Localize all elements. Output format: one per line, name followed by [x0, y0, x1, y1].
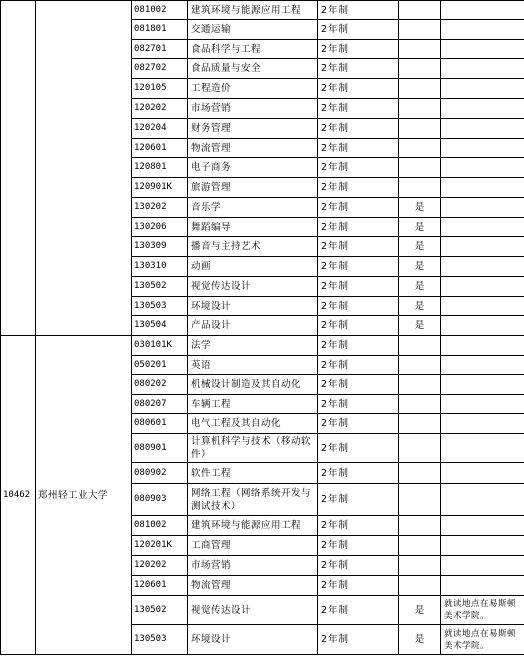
major-name-cell: 交通运输: [188, 20, 318, 40]
major-name-cell: 工商管理: [188, 536, 318, 556]
note-cell: [441, 20, 524, 40]
duration-cell: 2年制: [318, 316, 399, 336]
note-cell: [441, 257, 524, 277]
school-code-cell: 10462: [1, 336, 36, 655]
major-name-cell: 车辆工程: [188, 395, 318, 414]
major-code-cell: 120601: [132, 139, 188, 158]
duration-cell: 2年制: [318, 257, 399, 277]
note-cell: 就读地点在易斯顿美术学院。: [441, 625, 524, 655]
major-code-cell: 080902: [132, 463, 188, 484]
major-name-cell: 播音与主持艺术: [188, 237, 318, 257]
major-name-cell: 机械设计制造及其自动化: [188, 375, 318, 395]
duration-cell: 2年制: [318, 20, 399, 40]
major-name-cell: 产品设计: [188, 316, 318, 336]
major-name-cell: 软件工程: [188, 463, 318, 484]
note-cell: [441, 178, 524, 198]
major-name-cell: 英语: [188, 356, 318, 375]
note-cell: [441, 59, 524, 79]
major-name-cell: 财务管理: [188, 119, 318, 139]
note-cell: [441, 414, 524, 434]
major-code-cell: 120201K: [132, 536, 188, 556]
major-code-cell: 120202: [132, 556, 188, 576]
table-row: [1, 336, 524, 356]
note-cell: [441, 198, 524, 218]
note-cell: [441, 556, 524, 576]
duration-cell: 2年制: [318, 395, 399, 414]
note-cell: 就读地点在易斯顿美术学院。: [441, 596, 524, 625]
note-cell: [441, 356, 524, 375]
major-code-cell: 080202: [132, 375, 188, 395]
duration-cell: 2年制: [318, 375, 399, 395]
art-flag-cell: 是: [399, 198, 441, 218]
duration-cell: 2年制: [318, 237, 399, 257]
art-flag-cell: [399, 516, 441, 536]
note-cell: [441, 463, 524, 484]
major-name-cell: 物流管理: [188, 139, 318, 158]
major-name-cell: 食品科学与工程: [188, 40, 318, 59]
major-code-cell: 120202: [132, 99, 188, 119]
art-flag-cell: [399, 484, 441, 516]
art-flag-cell: 是: [399, 625, 441, 655]
art-flag-cell: [399, 434, 441, 463]
duration-cell: 2年制: [318, 99, 399, 119]
duration-cell: 2年制: [318, 596, 399, 625]
duration-cell: 2年制: [318, 516, 399, 536]
major-name-cell: 建筑环境与能源应用工程: [188, 516, 318, 536]
major-code-cell: 120901K: [132, 178, 188, 198]
art-flag-cell: [399, 556, 441, 576]
note-cell: [441, 316, 524, 336]
art-flag-cell: [399, 576, 441, 596]
major-name-cell: 旅游管理: [188, 178, 318, 198]
note-cell: [441, 158, 524, 178]
duration-cell: 2年制: [318, 1, 399, 20]
major-code-cell: 120204: [132, 119, 188, 139]
note-cell: [441, 395, 524, 414]
major-code-cell: 080601: [132, 414, 188, 434]
note-cell: [441, 79, 524, 99]
art-flag-cell: [399, 414, 441, 434]
major-name-cell: 工程造价: [188, 79, 318, 99]
duration-cell: 2年制: [318, 277, 399, 297]
school-name-cell: [36, 1, 132, 336]
art-flag-cell: [399, 79, 441, 99]
major-name-cell: 食品质量与安全: [188, 59, 318, 79]
duration-cell: 2年制: [318, 463, 399, 484]
art-flag-cell: 是: [399, 277, 441, 297]
major-code-cell: 120601: [132, 576, 188, 596]
art-flag-cell: [399, 1, 441, 20]
major-name-cell: 环境设计: [188, 625, 318, 655]
major-name-cell: 电气工程及其自动化: [188, 414, 318, 434]
major-name-cell: 计算机科学与技术（移动软件）: [188, 434, 318, 463]
art-flag-cell: 是: [399, 218, 441, 237]
note-cell: [441, 237, 524, 257]
note-cell: [441, 336, 524, 356]
major-code-cell: 081801: [132, 20, 188, 40]
major-name-cell: 网络工程（网络系统开发与测试技术）: [188, 484, 318, 516]
major-name-cell: 建筑环境与能源应用工程: [188, 1, 318, 20]
major-name-cell: 市场营销: [188, 556, 318, 576]
school-name-cell: 郑州轻工业大学: [36, 336, 132, 655]
duration-cell: 2年制: [318, 576, 399, 596]
art-flag-cell: 是: [399, 257, 441, 277]
note-cell: [441, 99, 524, 119]
major-code-cell: 080901: [132, 434, 188, 463]
major-code-cell: 130310: [132, 257, 188, 277]
duration-cell: 2年制: [318, 356, 399, 375]
major-code-cell: 120105: [132, 79, 188, 99]
note-cell: [441, 297, 524, 316]
art-flag-cell: [399, 336, 441, 356]
major-name-cell: 市场营销: [188, 99, 318, 119]
major-code-cell: 130502: [132, 277, 188, 297]
major-name-cell: 视觉传达设计: [188, 277, 318, 297]
major-code-cell: 130309: [132, 237, 188, 257]
note-cell: [441, 218, 524, 237]
note-cell: [441, 484, 524, 516]
note-cell: [441, 139, 524, 158]
art-flag-cell: 是: [399, 596, 441, 625]
major-name-cell: 视觉传达设计: [188, 596, 318, 625]
major-code-cell: 081002: [132, 516, 188, 536]
major-code-cell: 130206: [132, 218, 188, 237]
art-flag-cell: [399, 178, 441, 198]
major-code-cell: 080903: [132, 484, 188, 516]
art-flag-cell: [399, 40, 441, 59]
duration-cell: 2年制: [318, 414, 399, 434]
major-name-cell: 电子商务: [188, 158, 318, 178]
duration-cell: 2年制: [318, 40, 399, 59]
duration-cell: 2年制: [318, 119, 399, 139]
note-cell: [441, 40, 524, 59]
major-name-cell: 物流管理: [188, 576, 318, 596]
duration-cell: 2年制: [318, 79, 399, 99]
note-cell: [441, 576, 524, 596]
duration-cell: 2年制: [318, 536, 399, 556]
major-code-cell: 130503: [132, 625, 188, 655]
major-code-cell: 082702: [132, 59, 188, 79]
major-code-cell: 080207: [132, 395, 188, 414]
table-row: [1, 1, 524, 20]
major-code-cell: 130502: [132, 596, 188, 625]
duration-cell: 2年制: [318, 139, 399, 158]
duration-cell: 2年制: [318, 158, 399, 178]
note-cell: [441, 434, 524, 463]
major-code-cell: 120801: [132, 158, 188, 178]
art-flag-cell: 是: [399, 297, 441, 316]
art-flag-cell: [399, 375, 441, 395]
duration-cell: 2年制: [318, 625, 399, 655]
major-name-cell: 动画: [188, 257, 318, 277]
art-flag-cell: 是: [399, 316, 441, 336]
note-cell: [441, 536, 524, 556]
school-code-cell: [1, 1, 36, 336]
art-flag-cell: [399, 463, 441, 484]
art-flag-cell: [399, 139, 441, 158]
duration-cell: 2年制: [318, 484, 399, 516]
major-name-cell: 法学: [188, 336, 318, 356]
art-flag-cell: [399, 59, 441, 79]
major-code-cell: 030101K: [132, 336, 188, 356]
duration-cell: 2年制: [318, 218, 399, 237]
duration-cell: 2年制: [318, 59, 399, 79]
major-code-cell: 081002: [132, 1, 188, 20]
art-flag-cell: [399, 536, 441, 556]
note-cell: [441, 516, 524, 536]
major-code-cell: 130202: [132, 198, 188, 218]
duration-cell: 2年制: [318, 336, 399, 356]
art-flag-cell: [399, 158, 441, 178]
duration-cell: 2年制: [318, 434, 399, 463]
note-cell: [441, 375, 524, 395]
duration-cell: 2年制: [318, 198, 399, 218]
art-flag-cell: 是: [399, 237, 441, 257]
major-code-cell: 130503: [132, 297, 188, 316]
duration-cell: 2年制: [318, 297, 399, 316]
major-name-cell: 音乐学: [188, 198, 318, 218]
note-cell: [441, 277, 524, 297]
art-flag-cell: [399, 119, 441, 139]
note-cell: [441, 119, 524, 139]
major-name-cell: 舞蹈编导: [188, 218, 318, 237]
duration-cell: 2年制: [318, 178, 399, 198]
duration-cell: 2年制: [318, 556, 399, 576]
major-code-cell: 130504: [132, 316, 188, 336]
art-flag-cell: [399, 395, 441, 414]
major-code-cell: 082701: [132, 40, 188, 59]
note-cell: [441, 1, 524, 20]
major-name-cell: 环境设计: [188, 297, 318, 316]
art-flag-cell: [399, 356, 441, 375]
art-flag-cell: [399, 99, 441, 119]
art-flag-cell: [399, 20, 441, 40]
major-code-cell: 050201: [132, 356, 188, 375]
